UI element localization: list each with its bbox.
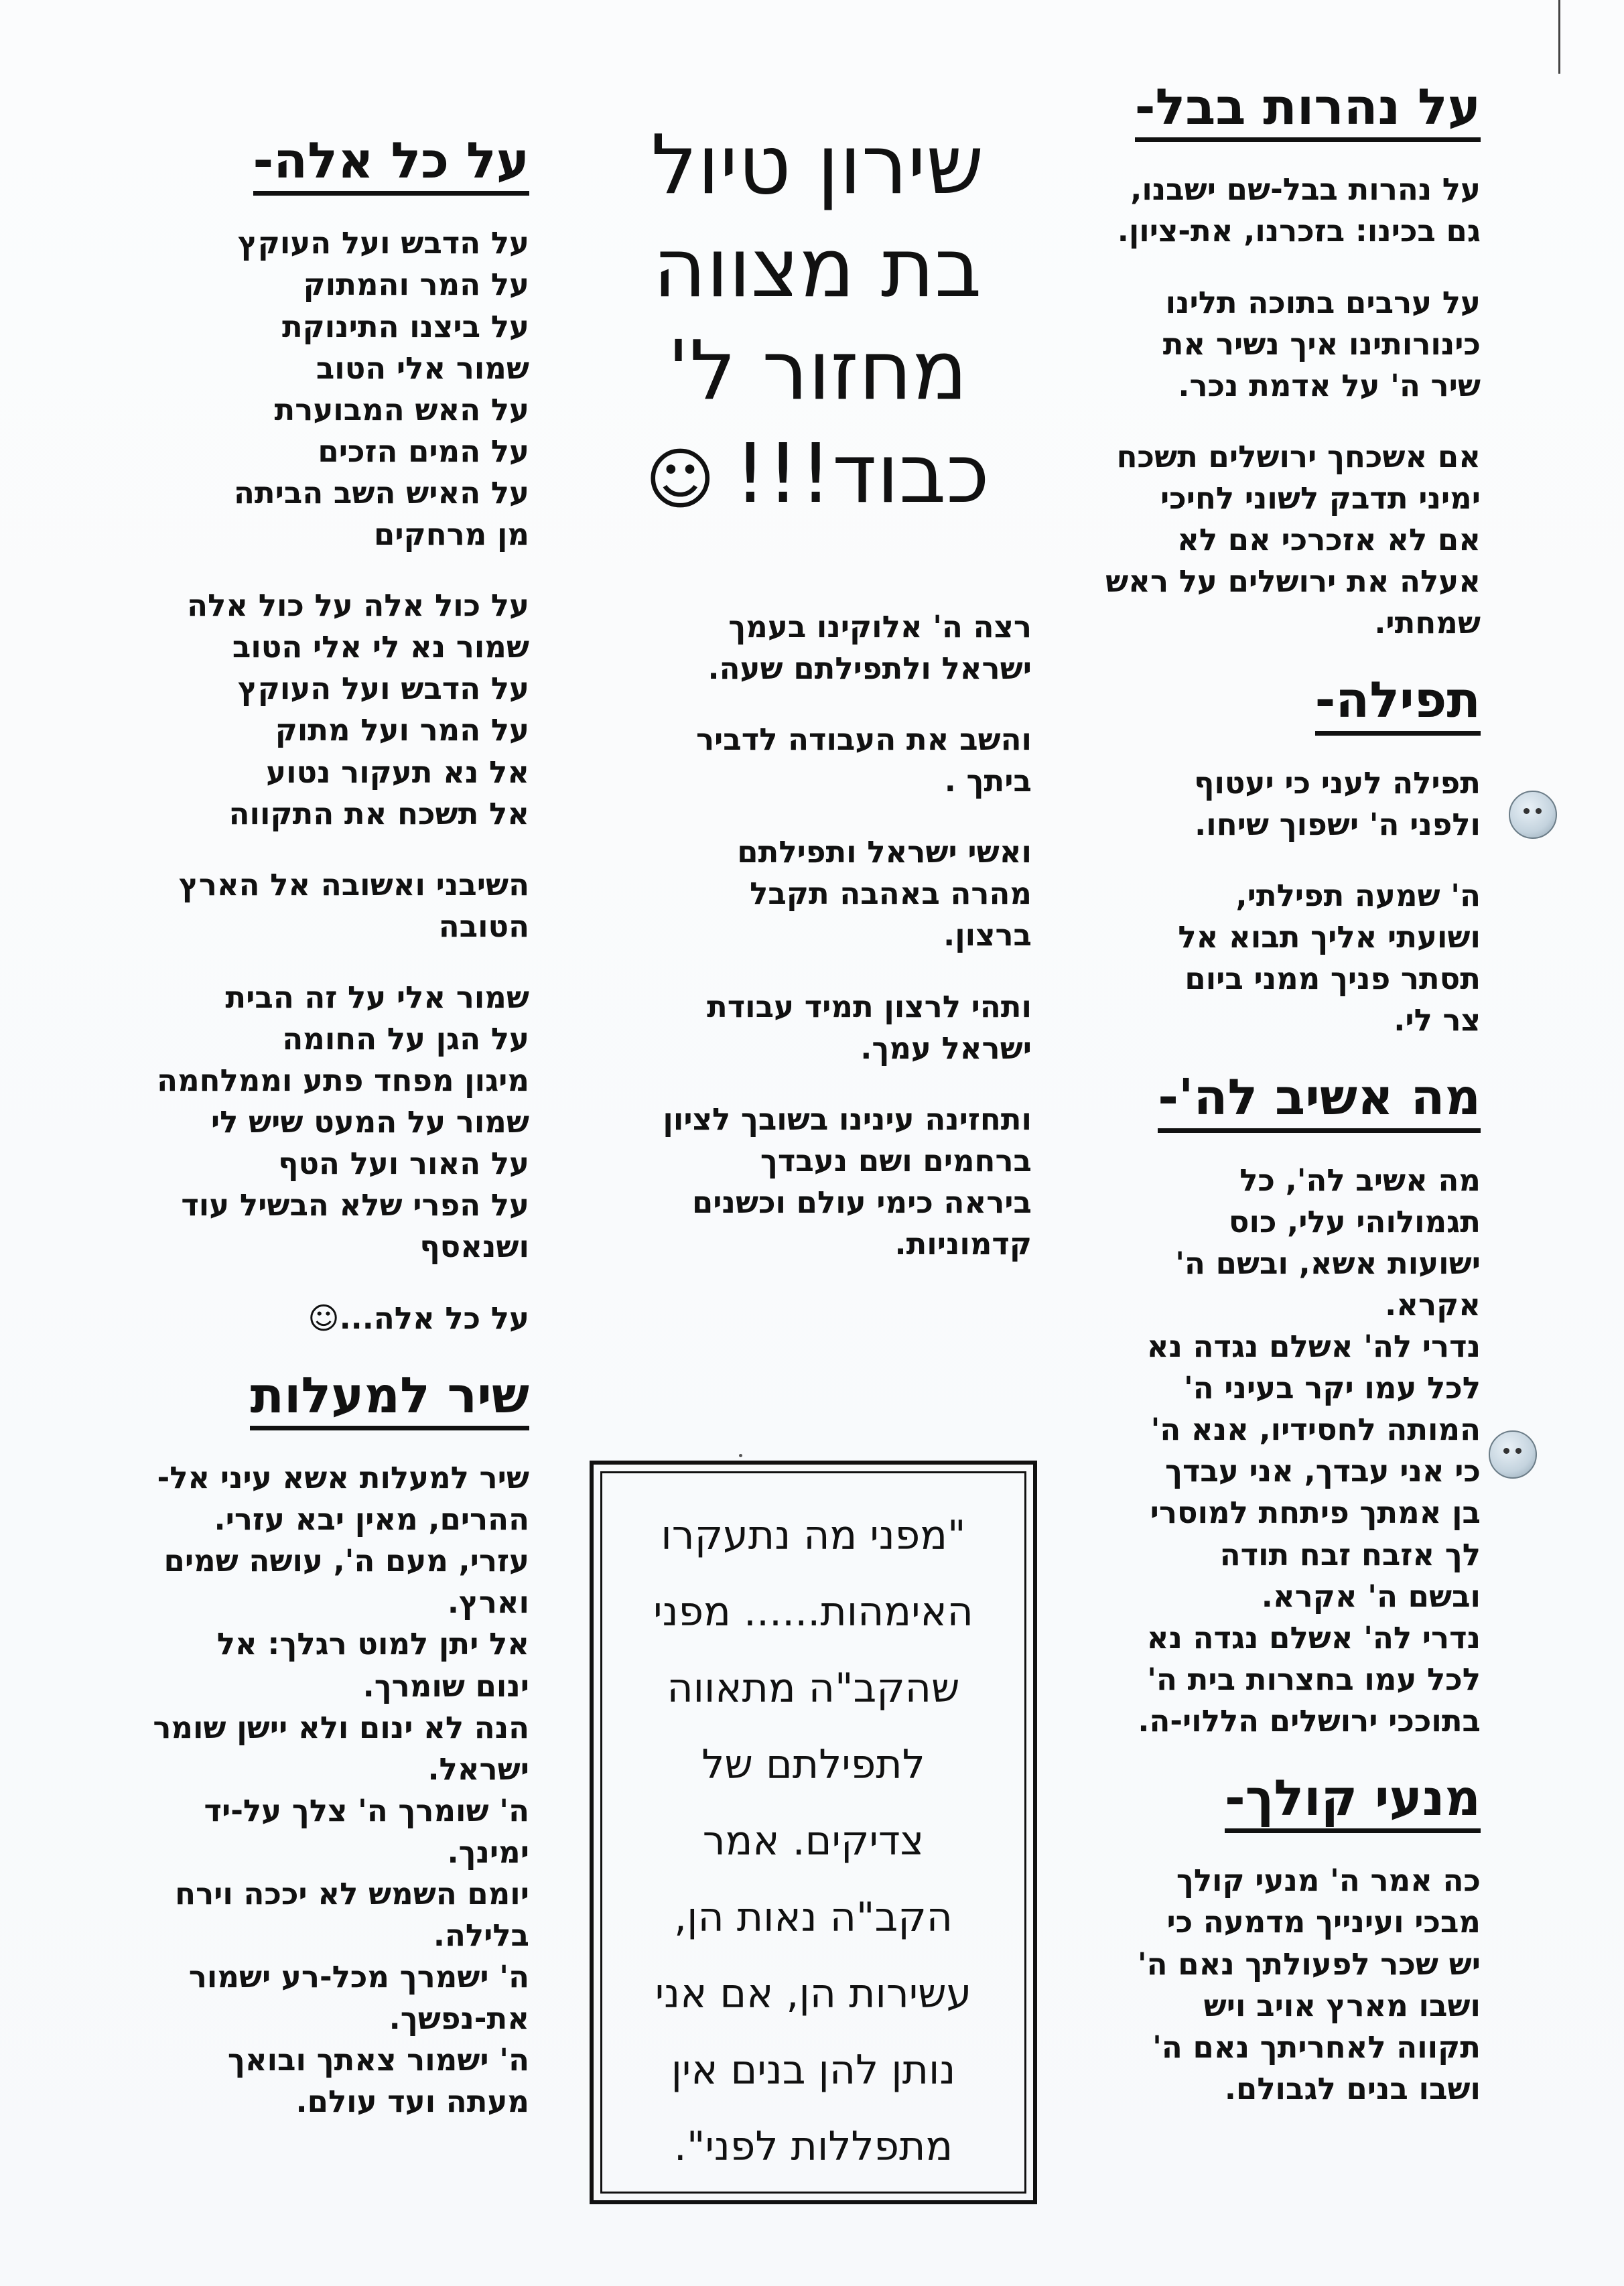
text-line: עזרי, מעם ה', עושה שמים xyxy=(163,1543,529,1579)
text-line: שמור אלי הטוב xyxy=(316,350,529,386)
title-line: בת מצווה xyxy=(653,220,982,316)
stanza xyxy=(1052,1160,1481,1742)
text-line: נדרי לה' אשלם נגדה נא xyxy=(1146,1619,1481,1656)
text-line: ימינך. xyxy=(447,1834,529,1870)
text-line: בלילה. xyxy=(433,1918,529,1954)
section-heading: מנעי קולך- xyxy=(1225,1771,1481,1833)
smiley-icon: ☺ xyxy=(645,440,716,519)
quote-line: הקב"ה נאות הן, xyxy=(674,1894,953,1941)
stanza xyxy=(100,222,529,555)
text-line: על הגן על החומה xyxy=(282,1020,529,1057)
text-line: ובשם ה' אקרא. xyxy=(1261,1578,1481,1614)
title-line-text: כבוד!!! xyxy=(734,426,990,522)
text-line: השיבני ואשובה אל הארץ xyxy=(178,866,529,902)
title-line-last xyxy=(603,423,1032,526)
text-line: על נהרות בבל-שם ישבנו, xyxy=(1130,172,1481,208)
text-line: ישראל ולתפילתם שעה. xyxy=(707,650,1032,686)
poem-section xyxy=(100,1366,529,2123)
text-line: אם אשכחך ירושלים תשכח xyxy=(1116,438,1481,474)
text-line: המותה לחסידיו, אנא ה' xyxy=(1150,1412,1481,1448)
text-line: לכל עמו בחצרות בית ה' xyxy=(1147,1661,1481,1697)
stanza xyxy=(1052,762,1481,846)
text-line: ישראל עמך. xyxy=(860,1030,1032,1066)
text-line: נדרי לה' אשלם נגדה נא xyxy=(1146,1329,1481,1365)
poem-section xyxy=(1052,1771,1481,2110)
title-line: שירון טיול xyxy=(651,117,984,212)
text-line: ואשי ישראל ותפילתם xyxy=(737,834,1032,870)
text-line: אל תשכח את התקווה xyxy=(228,795,529,831)
poem-section xyxy=(1052,80,1481,644)
left-column xyxy=(100,134,529,2153)
section-heading: מה אשיב לה'- xyxy=(1158,1071,1481,1132)
poem-section xyxy=(100,134,529,1339)
text-line: ה' שומרך ה' צלך על-יד xyxy=(204,1792,529,1828)
text-line: בתוככי ירושלים הללוי-ה. xyxy=(1138,1702,1481,1739)
text-line: צר לי. xyxy=(1394,1002,1481,1038)
text-line: אם לא אזכרכי אם לא xyxy=(1177,522,1481,558)
text-line: הטובה xyxy=(438,908,529,944)
text-line: כה אמר ה' מנעי קולך xyxy=(1176,1863,1481,1899)
quote-box xyxy=(590,1461,1037,2204)
text-line: תסתר פניך ממני ביום xyxy=(1185,961,1481,997)
stanza xyxy=(1052,169,1481,252)
text-line: לכל עמו יקר בעיני ה' xyxy=(1183,1370,1481,1406)
text-line: את-נפשך. xyxy=(389,2001,529,2037)
text-line: בן אמתך פיתחת למוסרי xyxy=(1150,1495,1481,1531)
quote-line: נותן להן בנים אין xyxy=(671,2047,956,2094)
booklet-title xyxy=(603,114,1032,526)
text-line: מבכי ועינייך מדמעה כי xyxy=(1166,1904,1481,1940)
text-line: ותחזינה עינינו בשובך לציון xyxy=(663,1101,1032,1137)
text-line: מה אשיב לה', כל xyxy=(1239,1162,1481,1198)
quote-text xyxy=(600,1471,1026,2194)
quote-line: "מפני מה נתעקרו xyxy=(661,1512,966,1559)
right-column xyxy=(1052,80,1481,2139)
quote-line: עשירות הן, אם אני xyxy=(655,1970,972,2017)
text-line: על כל אלה...☺ xyxy=(308,1300,529,1336)
stanza xyxy=(1052,1860,1481,2110)
section-heading: על כל אלה- xyxy=(253,134,529,196)
stanza xyxy=(603,606,1032,689)
text-line: ישועות אשא, ובשם ה' xyxy=(1175,1245,1481,1281)
text-line: ביראה כימי עולם וכשנים xyxy=(691,1184,1032,1220)
text-line: ה' שמעה תפילתי, xyxy=(1235,877,1481,913)
stanza xyxy=(603,719,1032,802)
text-line: שמור נא לי אלי הטוב xyxy=(232,629,529,665)
text-line: על האור ועל הטף xyxy=(278,1146,529,1182)
text-line: ההרים, מאין יבא עזרי. xyxy=(214,1501,529,1538)
quote-line: מתפללות לפני". xyxy=(673,2123,953,2170)
text-line: ושנאסף xyxy=(419,1229,529,1265)
margin-sticker-icon xyxy=(1489,1430,1537,1479)
section-heading: על נהרות בבל- xyxy=(1135,80,1481,142)
stanza xyxy=(100,1457,529,2123)
stanza xyxy=(603,831,1032,956)
text-line: יומם השמש לא יככה וירח xyxy=(175,1875,529,1911)
title-line: מחזור ל' xyxy=(667,323,968,419)
text-line: ושועתי אליך תבוא אל xyxy=(1178,919,1481,955)
text-line: ישראל. xyxy=(427,1751,529,1787)
text-line: גם בכינו: בזכרנו, את-ציון. xyxy=(1117,213,1481,249)
text-line: כי אני עבדך, אני עבדך xyxy=(1164,1453,1481,1489)
stanza xyxy=(1052,282,1481,407)
text-line: ה' ישמרך מכל-רע ישמור xyxy=(188,1959,529,1995)
text-line: שיר למעלות אשא עיני אל- xyxy=(157,1460,529,1496)
stanza xyxy=(100,977,529,1268)
stanza xyxy=(1052,875,1481,1041)
text-line: וארץ. xyxy=(447,1585,529,1621)
text-line: על האש המבוערת xyxy=(274,391,529,427)
poem-section xyxy=(1052,673,1481,1041)
quote-line: שהקב"ה מתאווה xyxy=(667,1665,960,1712)
stanza xyxy=(1052,436,1481,644)
text-line: ותהי לרצון תמיד עבודת xyxy=(706,988,1032,1024)
quote-line: האימהות...... מפני xyxy=(653,1589,973,1635)
text-line: על הדבש ועל העוקץ xyxy=(238,671,529,707)
text-line: ימיני תדבק לשוני לחיכי xyxy=(1160,480,1481,516)
text-line: תפילה לעני כי יעטוף xyxy=(1194,764,1481,801)
text-line: והשב את העבודה לדביר xyxy=(695,722,1032,758)
prayer-text xyxy=(603,606,1032,1265)
text-line: מעתה ועד עולם. xyxy=(295,2084,529,2120)
text-line: מיגון מפחד פתע וממלחמה xyxy=(157,1063,529,1099)
text-line: על המר ועל מתוק xyxy=(275,712,529,748)
text-line: שמור אלי על זה הבית xyxy=(225,979,529,1015)
text-line: על ביצנו התינוקת xyxy=(281,308,529,344)
text-line: מן מרחקים xyxy=(374,517,529,553)
text-line: על הדבש ועל העוקץ xyxy=(238,225,529,261)
text-line: תקווה לאחריתך נאם ה' xyxy=(1152,2029,1481,2065)
text-line: שמחתי. xyxy=(1374,605,1481,641)
text-line: ולפני ה' ישפוך שיחו. xyxy=(1195,806,1481,842)
text-line: כינורותינו איך נשיר את xyxy=(1162,326,1481,362)
text-line: ביתך . xyxy=(944,763,1032,799)
poem-section xyxy=(1052,1071,1481,1742)
text-line: ברצון. xyxy=(943,917,1032,953)
text-line: על האיש השב הביתה xyxy=(234,474,529,511)
text-line: ה' ישמור צאתך ובואך xyxy=(227,2042,529,2078)
text-line: ינום שומרך. xyxy=(362,1668,529,1704)
text-line: ושבו בנים לגבולם. xyxy=(1224,2070,1481,2106)
text-line: שמור על המעט שיש לי xyxy=(210,1104,529,1140)
text-line: על המים הזכים xyxy=(318,433,529,469)
text-line: תגמולוהי עלי, כוס xyxy=(1228,1203,1481,1239)
stanza xyxy=(100,585,529,835)
text-line: על כול אלה על כול אלה xyxy=(187,588,529,624)
middle-column xyxy=(603,114,1032,1294)
text-line: ברחמים ושם נעבדך xyxy=(760,1142,1032,1179)
text-line: על הפרי שלא הבשיל עוד xyxy=(181,1187,529,1223)
text-line: אקרא. xyxy=(1385,1286,1481,1323)
text-line: אל יתן למוט רגלך: אל xyxy=(216,1626,529,1662)
text-line: רצה ה' אלוקינו בעמך xyxy=(728,608,1032,645)
text-line: על ערבים בתוכה תלינו xyxy=(1165,284,1481,320)
text-line: יש שכר לפעולתך נאם ה' xyxy=(1137,1946,1481,1982)
page-edge-mark xyxy=(1558,0,1560,74)
text-line: הנה לא ינום ולא יישן שומר xyxy=(153,1709,529,1745)
text-line: ושבו מארץ אויב ויש xyxy=(1203,1987,1481,2023)
text-line: קדמוניות. xyxy=(894,1226,1032,1262)
speck-dot xyxy=(739,1454,742,1457)
text-line: אל נא תעקור נטוע xyxy=(266,754,529,790)
section-heading: תפילה- xyxy=(1315,673,1481,735)
text-line: אעלה את ירושלים על ראש xyxy=(1105,563,1481,600)
text-line: מהרה באהבה תקבל xyxy=(750,876,1032,912)
text-line: לך אזבח זבח תודה xyxy=(1219,1536,1481,1572)
section-heading: שיר למעלות xyxy=(250,1369,529,1430)
text-line: על המר והמתוק xyxy=(303,267,529,303)
margin-sticker-icon xyxy=(1509,791,1557,839)
quote-line: צדיקים. אמר xyxy=(702,1818,925,1865)
text-line: שיר ה' על אדמת נכר. xyxy=(1178,367,1481,403)
quote-line: לתפילתם של xyxy=(701,1741,925,1788)
stanza xyxy=(100,1298,529,1339)
stanza xyxy=(603,1099,1032,1265)
stanza xyxy=(603,986,1032,1069)
stanza xyxy=(100,864,529,947)
